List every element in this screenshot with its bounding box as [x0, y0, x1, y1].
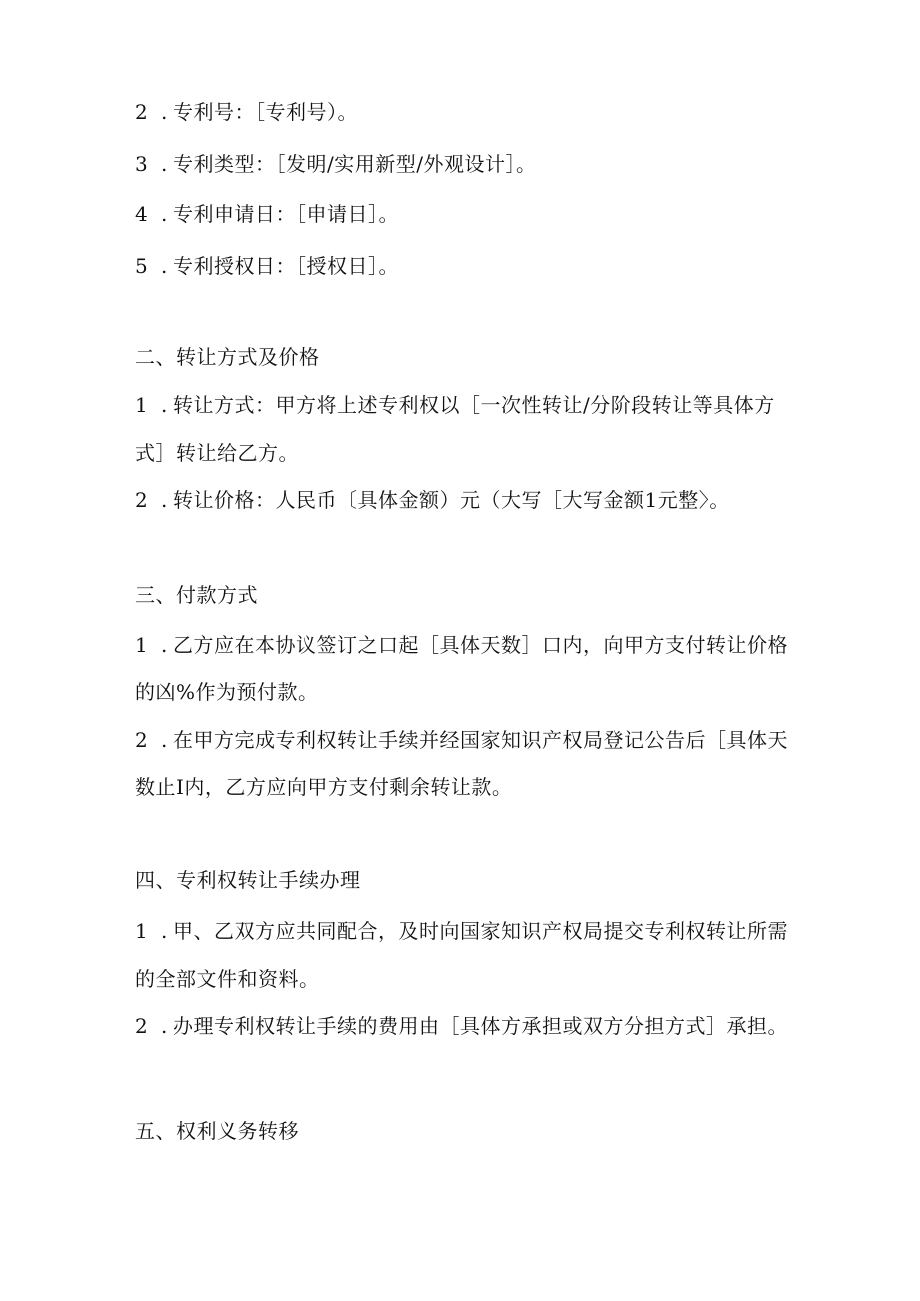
- item-text: 专利授权日：［授权日］。: [173, 254, 399, 278]
- item-number: 2: [135, 728, 149, 752]
- item-text-continuation: 数止I内，乙方应向甲方支付剩余转让款。: [135, 775, 513, 799]
- item-dot: .: [161, 919, 168, 943]
- item-number: 5: [135, 254, 149, 278]
- section-item: [135, 486, 730, 514]
- patent-info-item: [135, 98, 358, 126]
- item-number: 1: [135, 919, 149, 943]
- item-text: 在甲方完成专利权转让手续并经国家知识产权局登记公告后［具体天: [173, 728, 788, 752]
- item-text-continuation: 的全部文件和资料。: [135, 967, 320, 991]
- item-number: 3: [135, 152, 149, 176]
- patent-info-item: [135, 252, 399, 280]
- patent-info-item: [135, 200, 399, 228]
- section-item: [135, 631, 788, 659]
- section-heading: 三、付款方式: [135, 583, 258, 607]
- item-dot: .: [161, 152, 168, 176]
- section-item: [135, 726, 788, 754]
- item-text-continuation: 的凶%作为预付款。: [135, 680, 319, 704]
- item-dot: .: [161, 488, 168, 512]
- item-number: 1: [135, 633, 149, 657]
- item-text: 专利号：［专利号）。: [173, 100, 358, 124]
- item-text: 转让方式：甲方将上述专利权以［一次性转让/分阶段转让等具体方: [173, 393, 775, 417]
- item-dot: .: [161, 393, 168, 417]
- item-dot: .: [161, 202, 168, 226]
- item-text: 专利类型：［发明/实用新型/外观设计］。: [173, 152, 537, 176]
- item-text: 转让价格：人民币〔具体金额）元（大写［大写金额1元整〉。: [173, 488, 730, 512]
- section-heading: 二、转让方式及价格: [135, 345, 320, 369]
- item-text: 乙方应在本协议签订之口起［具体天数］口内，向甲方支付转让价格: [173, 633, 788, 657]
- item-dot: .: [161, 254, 168, 278]
- item-number: 2: [135, 100, 149, 124]
- item-number: 2: [135, 488, 149, 512]
- patent-info-item: [135, 150, 536, 178]
- item-text: 甲、乙双方应共同配合，及时向国家知识产权局提交专利权转让所需: [173, 919, 788, 943]
- section-item: [135, 917, 788, 945]
- item-number: 2: [135, 1014, 149, 1038]
- section-item: [135, 1012, 788, 1040]
- item-dot: .: [161, 728, 168, 752]
- item-text: 办理专利权转让手续的费用由［具体方承担或双方分担方式］承担。: [173, 1014, 788, 1038]
- section-heading: 五、权利义务转移: [135, 1119, 299, 1143]
- item-number: 4: [135, 202, 149, 226]
- item-text: 专利申请日：［申请日］。: [173, 202, 399, 226]
- item-dot: .: [161, 1014, 168, 1038]
- item-dot: .: [161, 100, 168, 124]
- section-heading: 四、专利权转让手续办理: [135, 868, 361, 892]
- item-text-continuation: 式］转让给乙方。: [135, 441, 299, 465]
- section-item: [135, 391, 775, 419]
- item-number: 1: [135, 393, 149, 417]
- item-dot: .: [161, 633, 168, 657]
